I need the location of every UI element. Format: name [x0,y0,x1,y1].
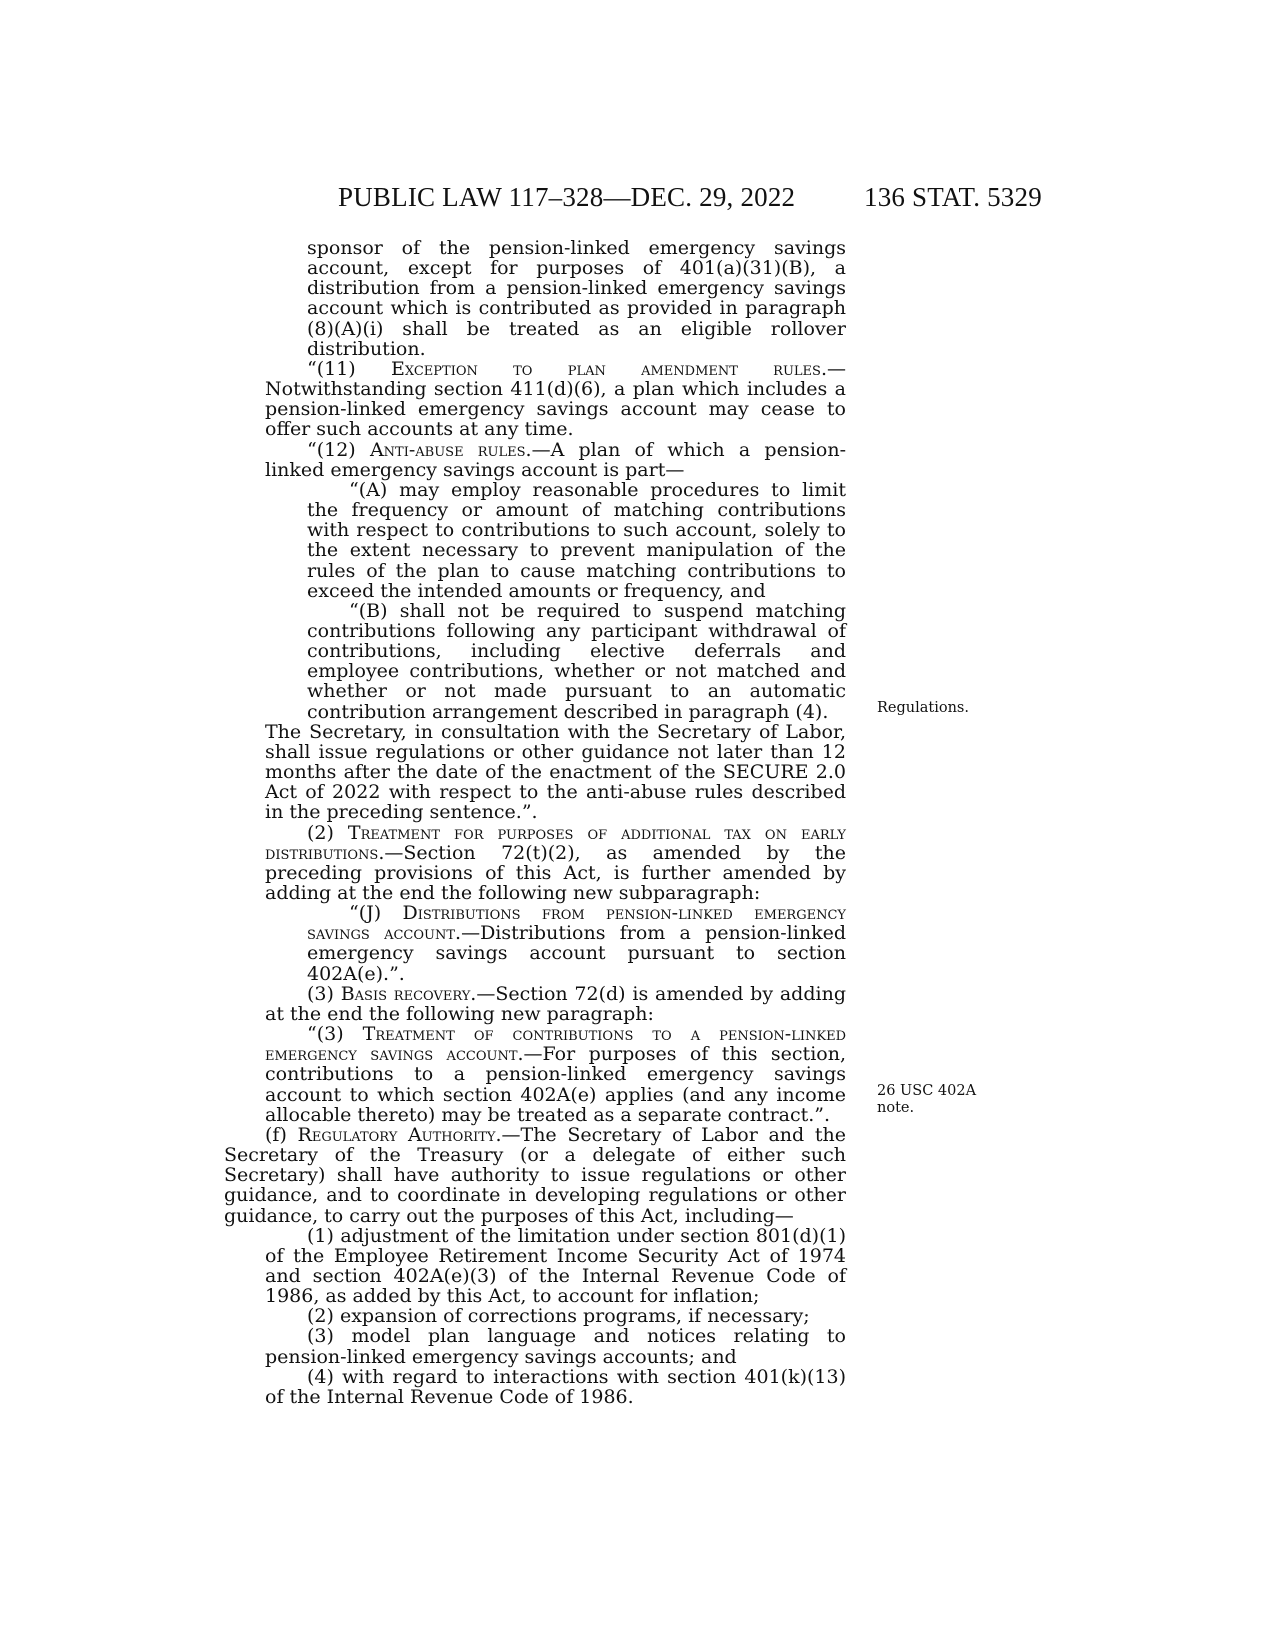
paragraph-3-basis: (3) Basis recovery.—Section 72(d) is amended by adding at the end the following new paragraph: [265,982,846,1025]
running-header-page: 136 STAT. 5329 [864,182,1042,212]
subparagraph-j: “(J) Distributions from pension-linked emergency savings account.—Distributions from a pension-linked emergency savings account pursuant to section 402A(e).”. [307,902,847,985]
item-4-interactions: (4) with regard to interactions with section 401(k)(13) of the Internal Revenue Code of 1986. [265,1365,846,1408]
margin-note-usc-line2: note. [877,1100,915,1116]
paragraph-12: “(12) Anti-abuse rules.—A plan of which a pension-linked emergency savings account is part— [265,438,846,481]
section-f-regulatory: (f) Regulatory Authority.—The Secretary of Labor and the Secretary of the Treasury (or a delegate of either such Secretary) shall have authority to issue regulations or other guidance, and to coordinate in developing regulations or other guidance, to carry out the purposes of this Act, including— [224,1123,846,1227]
paragraph-continuation: sponsor of the pension-linked emergency savings account, except for purposes of 401(a)(31)(B), a distribution from a pension-linked emergency savings account which is contributed as provided in paragraph (8)(A)(i) shall be treated as an eligible rollover distribution. [307,237,846,360]
subparagraph-a: “(A) may employ reasonable procedures to limit the frequency or amount of matching contributions with respect to contributions to such account, solely to the extent necessary to prevent manipulation of the rules of the plan to cause matching contributions to exceed the intended amounts or frequency, and [307,478,846,602]
item-1-adjustment: (1) adjustment of the limitation under section 801(d)(1) of the Employee Retirement Income Security Act of 1974 and section 402A(e)(3) of the Internal Revenue Code of 1986, as added by this Act, to account for inflation; [265,1224,846,1308]
margin-note-usc-line1: 26 USC 402A [877,1083,977,1099]
running-header-law: PUBLIC LAW 117–328—DEC. 29, 2022 [338,182,796,212]
paragraph-2-treatment: (2) Treatment for purposes of additional tax on early distributions.—Section 72(t)(2), as amended by the preceding provisions of this Act, is further amended by adding at the end the following new subparagraph: [265,821,846,904]
item-3-model-plan: (3) model plan language and notices relating to pension-linked emergency savings accounts; and [265,1325,846,1368]
item-2-corrections: (2) expansion of corrections programs, if necessary; [307,1305,810,1328]
paragraph-3-treatment: “(3) Treatment of contributions to a pension-linked emergency savings account.—For purposes of this section, contributions to a pension-linked emergency savings account to which section 402A(e) applies (and any income allocable thereto) may be treated as a separate contract.”. [265,1023,846,1126]
paragraph-secretary: The Secretary, in consultation with the Secretary of Labor, shall issue regulations or other guidance not later than 12 months after the date of the enactment of the SECURE 2.0 Act of 2022 with respect to the anti-abuse rules described in the preceding sentence.”. [265,720,846,824]
margin-note-regulations: Regulations. [877,700,969,716]
margin-note-usc [877,1083,976,1117]
subparagraph-b: “(B) shall not be required to suspend matching contributions following any participant withdrawal of contributions, including elective deferrals and employee contributions, whether or not matched and whether or not made pursuant to an automatic contribution arrangement described in paragraph (4). [307,599,846,723]
document-body [224,238,846,1407]
paragraph-11: “(11) Exception to plan amendment rules.—Notwithstanding section 411(d)(6), a plan which includes a pension-linked emergency savings account may cease to offer such accounts at any time. [265,357,846,441]
